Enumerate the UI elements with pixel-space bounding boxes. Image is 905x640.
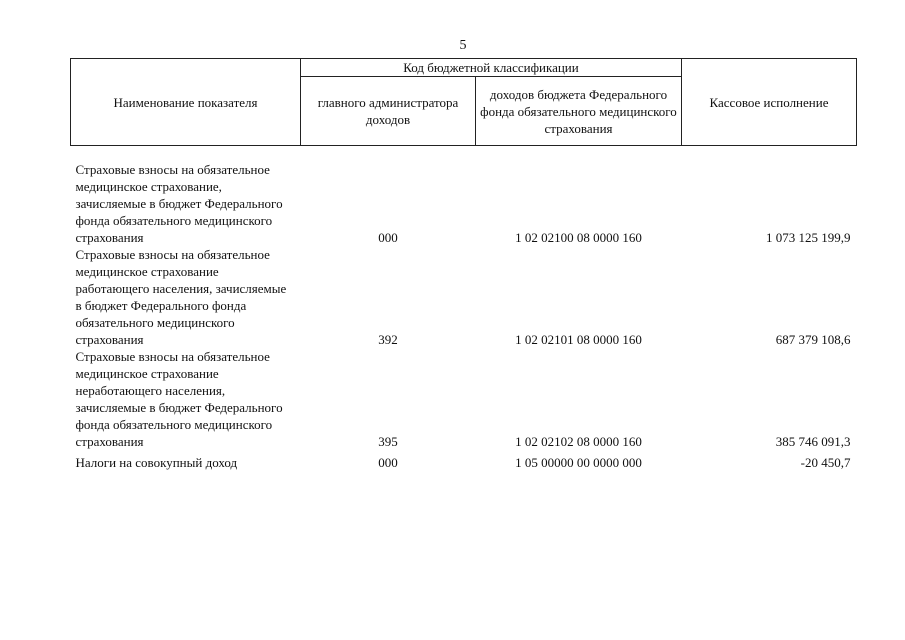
table-header [71, 59, 857, 146]
page-number: 5 [459, 38, 467, 53]
row-admin-code: 000 [378, 230, 398, 245]
row-amount: 1 073 125 199,9 [766, 230, 851, 245]
table-row [71, 454, 857, 471]
row-name: Страховые взносы на обязательное медицинское страхование неработающего населения, зачисляемые в бюджет Федерального фонда обязательного медицинского страхования [75, 349, 283, 449]
row-admin-code: 000 [378, 455, 398, 470]
header-admin: главного администратора доходов [301, 77, 476, 146]
row-classification-code: 1 02 02102 08 0000 160 [515, 434, 642, 449]
row-classification-code: 1 02 02100 08 0000 160 [515, 230, 642, 245]
row-name: Налоги на совокупный доход [75, 455, 238, 470]
row-amount: 687 379 108,6 [775, 332, 851, 347]
row-name: Страховые взносы на обязательное медицинское страхование, зачисляемые в бюджет Федерального фонда обязательного медицинского страхования [75, 162, 283, 245]
row-admin-code: 392 [378, 332, 398, 347]
header-execution: Кассовое исполнение [682, 59, 857, 146]
table-body [71, 146, 857, 472]
row-classification-code: 1 02 02101 08 0000 160 [515, 332, 642, 347]
table-row [71, 348, 857, 450]
table-row [71, 146, 857, 247]
header-classification-group: Код бюджетной классификации [301, 59, 682, 77]
header-name: Наименование показателя [71, 59, 301, 146]
row-amount: -20 450,7 [800, 455, 851, 470]
row-name: Страховые взносы на обязательное медицинское страхование работающего населения, зачисляемые в бюджет Федерального фонда обязательного медицинского страхования [75, 247, 287, 347]
row-classification-code: 1 05 00000 00 0000 000 [515, 455, 642, 470]
header-income: доходов бюджета Федерального фонда обязательного медицинского страхования [476, 77, 682, 146]
budget-table [70, 58, 857, 471]
row-admin-code: 395 [378, 434, 398, 449]
table-row [71, 246, 857, 348]
row-amount: 385 746 091,3 [775, 434, 851, 449]
